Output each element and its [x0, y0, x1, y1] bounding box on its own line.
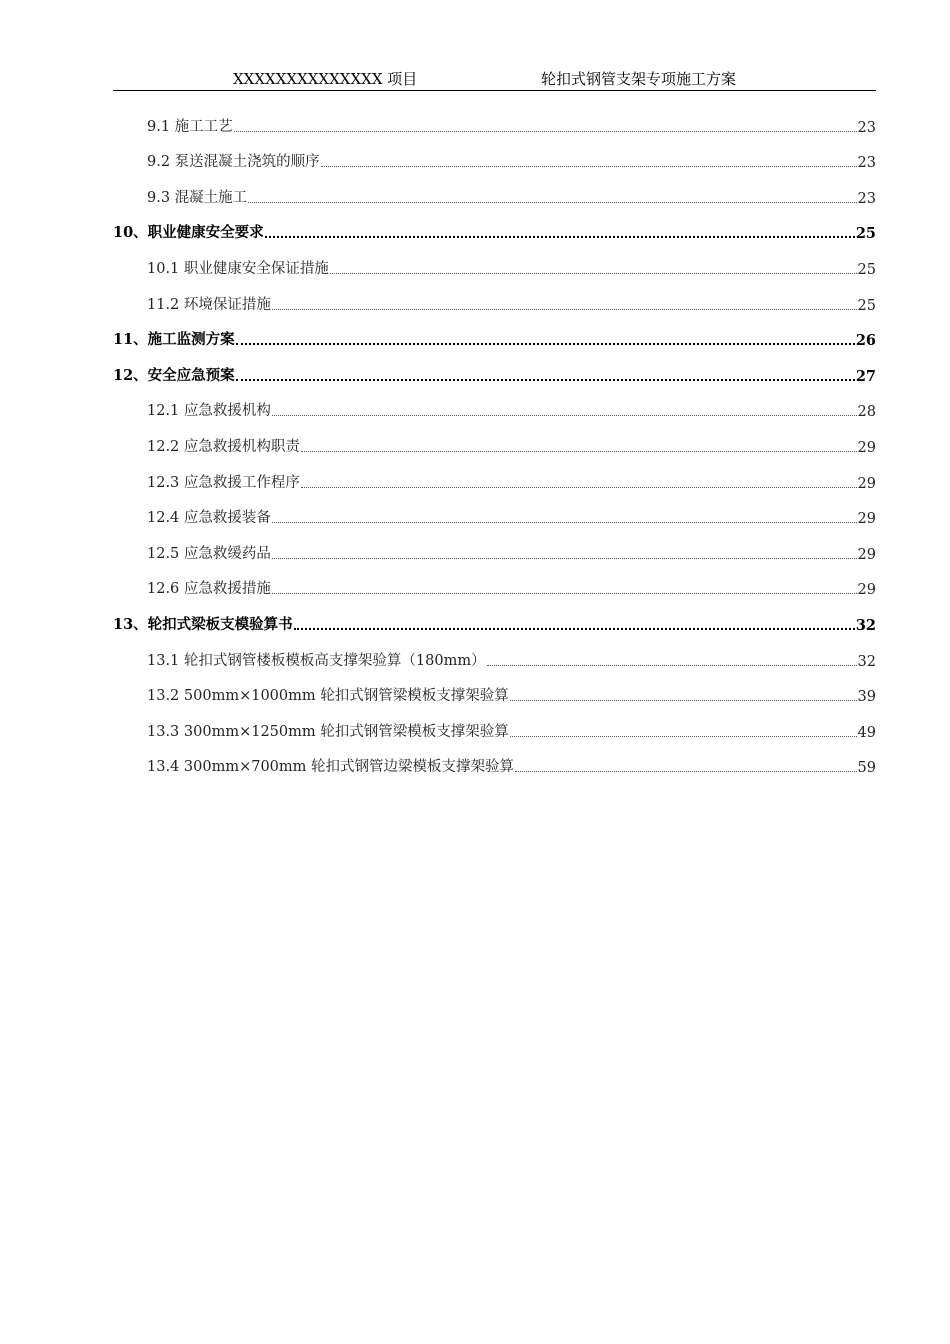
toc-entry[interactable]	[113, 420, 876, 456]
toc-dot-leader	[236, 342, 855, 345]
toc-entry-label: 13.3 300mm×1250mm 轮扣式钢管梁模板支撑架验算	[147, 723, 509, 740]
toc-entry[interactable]	[113, 705, 876, 741]
toc-entry-label: 10、职业健康安全要求	[113, 224, 264, 242]
toc-entry-page-number: 32	[855, 616, 876, 634]
toc-entry[interactable]	[113, 171, 876, 207]
toc-entry-label: 12.3 应急救援工作程序	[147, 474, 300, 491]
toc-entry-page-number: 29	[857, 582, 876, 599]
toc-entry-page-number: 23	[857, 119, 876, 136]
toc-entry-page-number: 32	[857, 653, 876, 670]
toc-entry-page-number: 25	[857, 261, 876, 278]
toc-entry-label: 11.2 环境保证措施	[147, 296, 271, 313]
toc-dot-leader	[510, 699, 857, 701]
toc-entry-page-number: 29	[857, 475, 876, 492]
toc-entry-page-number: 29	[857, 439, 876, 456]
toc-entry[interactable]	[113, 492, 876, 528]
toc-entry[interactable]	[113, 314, 876, 350]
toc-dot-leader	[515, 770, 857, 772]
toc-entry-page-number: 23	[857, 155, 876, 172]
toc-entry-label: 9.1 施工工艺	[147, 118, 233, 135]
toc-entry-label: 13.1 轮扣式钢管楼板模板高支撑架验算（180mm）	[147, 652, 486, 669]
toc-entry-page-number: 23	[857, 190, 876, 207]
toc-entry[interactable]	[113, 349, 876, 385]
toc-entry[interactable]	[113, 741, 876, 777]
toc-entry-label: 12.1 应急救援机构	[147, 403, 271, 420]
toc-entry-label: 13、轮扣式梁板支模验算书	[113, 615, 293, 633]
toc-dot-leader	[248, 201, 856, 203]
table-of-contents	[113, 100, 876, 776]
toc-entry-label: 9.2 泵送混凝土浇筑的顺序	[147, 154, 320, 171]
toc-dot-leader	[301, 450, 857, 452]
toc-dot-leader	[272, 414, 857, 416]
toc-entry[interactable]	[113, 670, 876, 706]
toc-entry-label: 11、施工监测方案	[113, 331, 235, 349]
toc-entry[interactable]	[113, 563, 876, 599]
toc-entry-page-number: 26	[855, 332, 876, 350]
header-title: 轮扣式钢管支架专项施工方案	[541, 70, 737, 88]
toc-entry-page-number: 39	[857, 689, 876, 706]
toc-entry[interactable]	[113, 100, 876, 136]
toc-dot-leader	[272, 557, 857, 559]
toc-entry[interactable]	[113, 278, 876, 314]
toc-entry-page-number: 29	[857, 511, 876, 528]
toc-dot-leader	[272, 308, 857, 310]
toc-dot-leader	[301, 486, 857, 488]
toc-dot-leader	[487, 664, 857, 666]
toc-dot-leader	[272, 521, 857, 523]
toc-entry-page-number: 27	[855, 367, 876, 385]
toc-dot-leader	[236, 378, 855, 381]
toc-dot-leader	[330, 272, 857, 274]
toc-entry[interactable]	[113, 456, 876, 492]
toc-entry-page-number: 25	[857, 297, 876, 314]
toc-entry-page-number: 28	[857, 404, 876, 421]
toc-entry-label: 12.2 应急救援机构职责	[147, 438, 300, 455]
toc-entry[interactable]	[113, 207, 876, 243]
toc-entry-label: 10.1 职业健康安全保证措施	[147, 260, 329, 277]
toc-entry-label: 12.6 应急救援措施	[147, 581, 271, 598]
toc-entry[interactable]	[113, 242, 876, 278]
toc-entry[interactable]	[113, 527, 876, 563]
toc-entry-page-number: 59	[857, 760, 876, 777]
toc-entry[interactable]	[113, 634, 876, 670]
toc-entry-label: 12、安全应急预案	[113, 366, 235, 384]
page-header	[113, 68, 876, 91]
toc-entry-page-number: 25	[855, 225, 876, 243]
toc-entry-page-number: 49	[857, 724, 876, 741]
toc-dot-leader	[272, 592, 857, 594]
toc-dot-leader	[265, 235, 855, 238]
toc-entry-label: 12.4 应急救援装备	[147, 510, 271, 527]
toc-dot-leader	[510, 735, 857, 737]
toc-dot-leader	[321, 165, 857, 167]
toc-entry-page-number: 29	[857, 546, 876, 563]
toc-entry[interactable]	[113, 598, 876, 634]
toc-entry-label: 13.4 300mm×700mm 轮扣式钢管边梁模板支撑架验算	[147, 759, 515, 776]
toc-dot-leader	[234, 130, 857, 132]
toc-dot-leader	[294, 627, 855, 630]
toc-entry[interactable]	[113, 385, 876, 421]
toc-entry-label: 12.5 应急救缓药品	[147, 545, 271, 562]
toc-entry-label: 13.2 500mm×1000mm 轮扣式钢管梁模板支撑架验算	[147, 688, 509, 705]
toc-entry-label: 9.3 混凝土施工	[147, 189, 248, 206]
header-project: XXXXXXXXXXXXXX 项目	[233, 70, 418, 88]
toc-entry[interactable]	[113, 136, 876, 172]
